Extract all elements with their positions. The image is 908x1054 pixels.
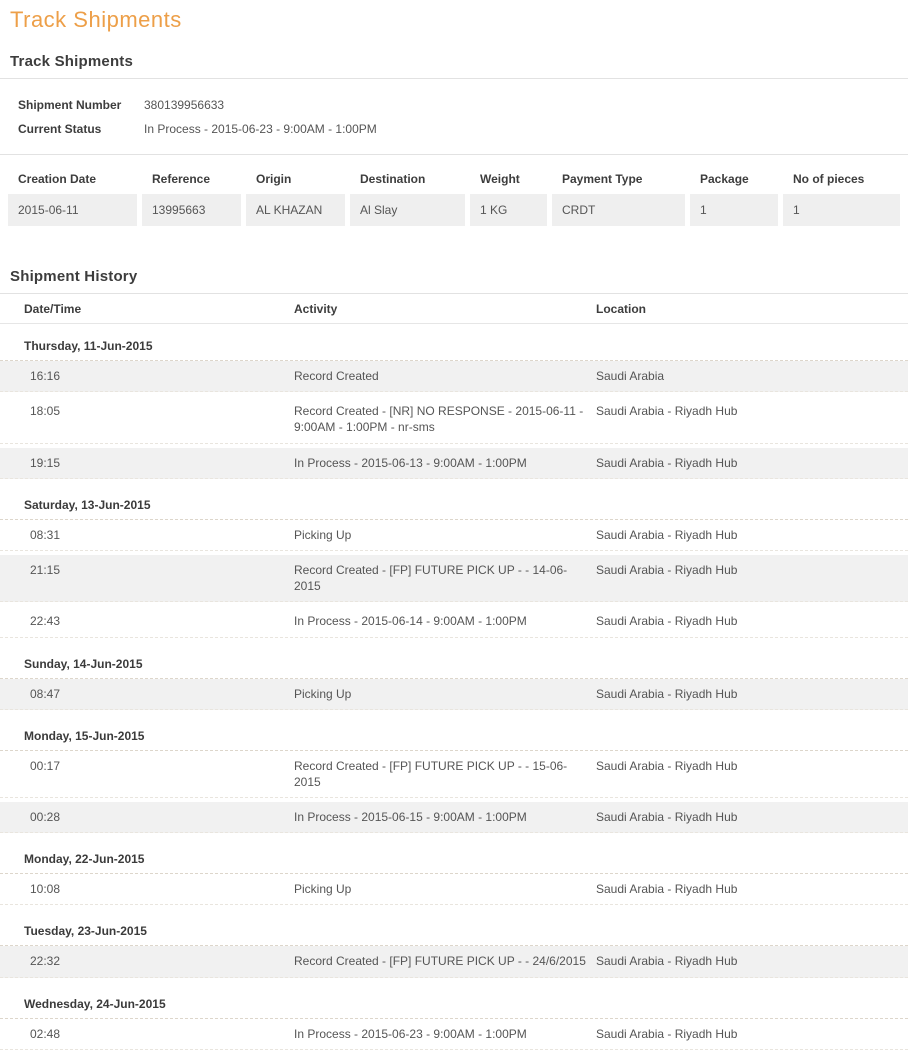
history-row [0, 520, 908, 551]
history-row [0, 396, 908, 443]
header-weight: Weight [480, 172, 520, 186]
history-activity: Record Created - [FP] FUTURE PICK UP - - 24/6/2015 [294, 954, 586, 969]
details-data-row [8, 194, 900, 226]
history-group-day: Tuesday, 23-Jun-2015 [0, 909, 908, 946]
cell-no-of-pieces: 1 [783, 194, 900, 226]
history-group-day: Sunday, 14-Jun-2015 [0, 642, 908, 679]
history-time: 02:48 [30, 1026, 61, 1041]
history-header-activity: Activity [294, 302, 338, 316]
cell-weight: 1 KG [470, 194, 547, 226]
history-location: Saudi Arabia - Riyadh Hub [596, 954, 738, 969]
history-activity: Record Created - [FP] FUTURE PICK UP - - 15-06-2015 [294, 758, 568, 789]
history-location: Saudi Arabia - Riyadh Hub [596, 404, 738, 419]
history-time: 00:17 [30, 758, 61, 773]
history-row [0, 1019, 908, 1050]
history-time: 18:05 [30, 404, 61, 419]
current-status-row [10, 118, 898, 142]
history-location: Saudi Arabia - Riyadh Hub [596, 882, 738, 897]
history-time: 08:47 [30, 686, 61, 701]
history-location: Saudi Arabia - Riyadh Hub [596, 810, 738, 825]
history-time: 22:32 [30, 954, 61, 969]
history-row [0, 802, 908, 833]
history-row [0, 448, 908, 479]
history-activity: In Process - 2015-06-15 - 9:00AM - 1:00PM [294, 810, 527, 825]
history-group-day: Saturday, 13-Jun-2015 [0, 483, 908, 520]
history-row [0, 679, 908, 710]
history-group-day: Monday, 22-Jun-2015 [0, 837, 908, 874]
history-location: Saudi Arabia - Riyadh Hub [596, 1026, 738, 1041]
history-location: Saudi Arabia - Riyadh Hub [596, 527, 738, 542]
header-destination: Destination [360, 172, 426, 186]
history-row [0, 874, 908, 905]
history-activity: In Process - 2015-06-13 - 9:00AM - 1:00PM [294, 455, 527, 470]
header-origin: Origin [256, 172, 292, 186]
history-time: 16:16 [30, 369, 61, 383]
history-location: Saudi Arabia - Riyadh Hub [596, 455, 738, 470]
page-title: Track Shipments [10, 7, 182, 32]
details-header-row [8, 163, 900, 194]
shipment-number-value: 380139956633 [144, 98, 225, 112]
history-row [0, 606, 908, 637]
history-activity: Record Created [294, 369, 379, 383]
details-section-heading: Track Shipments [0, 33, 908, 79]
history-activity: In Process - 2015-06-14 - 9:00AM - 1:00PM [294, 614, 527, 629]
cell-creation-date: 2015-06-11 [8, 194, 137, 226]
history-activity: Record Created - [NR] NO RESPONSE - 2015-06-11 - 9:00AM - 1:00PM - nr-sms [294, 404, 584, 435]
history-header-location: Location [596, 302, 646, 316]
history-header-row [0, 294, 908, 324]
history-time: 10:08 [30, 882, 61, 897]
shipment-details-table [3, 163, 905, 226]
cell-payment-type: CRDT [552, 194, 685, 226]
shipment-history [0, 294, 908, 1050]
history-location: Saudi Arabia - Riyadh Hub [596, 686, 738, 701]
header-no-of-pieces: No of pieces [793, 172, 865, 186]
shipment-number-row [10, 94, 898, 118]
header-payment-type: Payment Type [562, 172, 643, 186]
history-time: 21:15 [30, 562, 61, 577]
cell-origin: AL KHAZAN [246, 194, 345, 226]
history-activity: Record Created - [FP] FUTURE PICK UP - - 14-06-2015 [294, 562, 568, 594]
history-activity: Picking Up [294, 527, 352, 542]
history-time: 19:15 [30, 455, 61, 470]
history-group-day: Thursday, 11-Jun-2015 [0, 324, 908, 361]
history-activity: Picking Up [294, 686, 352, 701]
spacer [0, 226, 908, 248]
history-group-day: Monday, 15-Jun-2015 [0, 714, 908, 751]
history-section-heading: Shipment History [0, 248, 908, 294]
history-location: Saudi Arabia - Riyadh Hub [596, 614, 738, 629]
history-time: 08:31 [30, 527, 61, 542]
cell-reference: 13995663 [142, 194, 241, 226]
cell-package: 1 [690, 194, 778, 226]
history-group-day: Wednesday, 24-Jun-2015 [0, 982, 908, 1019]
history-location: Saudi Arabia - Riyadh Hub [596, 562, 738, 577]
shipment-number-label: Shipment Number [18, 98, 122, 112]
history-activity: Picking Up [294, 882, 352, 897]
history-row [0, 555, 908, 602]
history-location: Saudi Arabia - Riyadh Hub [596, 758, 738, 773]
history-location: Saudi Arabia [596, 369, 665, 383]
shipment-info-block [0, 79, 908, 155]
history-row [0, 361, 908, 392]
current-status-label: Current Status [18, 122, 102, 136]
cell-destination: Al Slay [350, 194, 465, 226]
history-time: 00:28 [30, 810, 61, 825]
history-row [0, 751, 908, 798]
history-time: 22:43 [30, 614, 61, 629]
history-row [0, 946, 908, 977]
header-creation-date: Creation Date [18, 172, 97, 186]
current-status-value: In Process - 2015-06-23 - 9:00AM - 1:00PM [144, 122, 377, 136]
history-header-datetime: Date/Time [24, 302, 82, 316]
header-package: Package [700, 172, 749, 186]
header-reference: Reference [152, 172, 211, 186]
history-activity: In Process - 2015-06-23 - 9:00AM - 1:00PM [294, 1026, 527, 1041]
